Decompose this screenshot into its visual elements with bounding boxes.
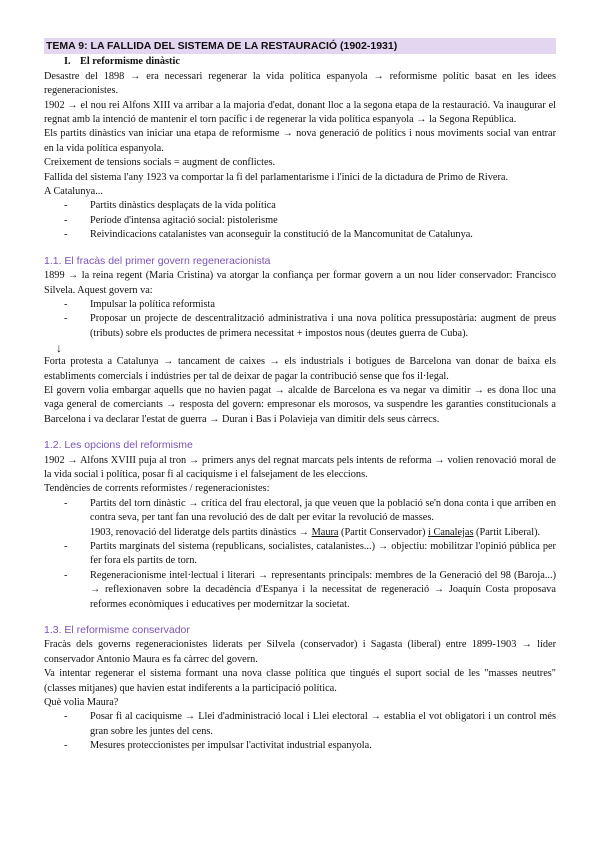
paragraph: Fallida del sistema l'any 1923 va comportar la fi del parlamentarisme i l'inici de la dictadura de Primo de Rivera. bbox=[44, 171, 509, 183]
paragraph: Fracàs dels governs regeneracionistes liderats per Silvela (conservador) i Sagasta (liberal) entre 1899-1903 → líder conservador Antonio Maura es fa càrrec del govern. bbox=[44, 639, 556, 665]
list-item: - Proposar un projecte de descentralització administrativa i una nova política pressupostària: augment de preus (tributs) sobre els productes de primera necessitat + impostos nous (deutes guerra de Cuba). bbox=[44, 312, 556, 341]
continuation-text: (Partit Conservador) bbox=[338, 526, 428, 538]
subsection-heading-1-2: 1.2. Les opcions del reformisme bbox=[44, 439, 193, 452]
paragraph: Què volia Maura? bbox=[44, 697, 119, 709]
continuation-text: (Partit Liberal). bbox=[473, 526, 541, 538]
list-item bbox=[44, 497, 556, 526]
paragraph: Creixement de tensions socials = augment de conflictes. bbox=[44, 157, 276, 169]
list-item: - Impulsar la política reformista bbox=[44, 298, 556, 312]
bullet-list bbox=[44, 497, 556, 526]
conjunction-i: i bbox=[428, 526, 431, 538]
section-heading-1 bbox=[44, 55, 556, 69]
bullet-list bbox=[44, 199, 556, 242]
list-item: - Posar fi al caciquisme → Llei d'administració local i Llei electoral → establia el vot obligatori i un control més gran sobre les juntes del cens. bbox=[44, 710, 556, 739]
paragraph: Forta protesta a Catalunya → tancament de caixes → els industrials i botigues de Barcelona van donar de baixa els establiments comercials i indústries per tal de deixar de pagar la contribució sense que fos il·legal. bbox=[44, 356, 556, 382]
paragraph: El govern volia embargar aquells que no havien pagat → alcalde de Barcelona es va negar va dimitir → es dona lloc una vaga general de comerciants → resposta del govern: empresonar els morosos, va suspendre les garanties constitucionals a Barcelona i va declarar l'estat de guerra → Duran i Bas i Polavieja van dimitir dels seus càrrecs. bbox=[44, 384, 556, 425]
canalejas-name: Canalejas bbox=[430, 526, 474, 538]
paragraph: 1902 → el nou rei Alfons XIII va arribar a la majoria d'edat, donant lloc a la segona etapa de la restauració. Va inaugurar el regnat amb la intenció de mantenir el torn pacífic i de regenerar la vida política espanyola → la Segona República. bbox=[44, 99, 556, 126]
maura-name: Maura bbox=[311, 526, 339, 538]
subsection-heading-1-3: 1.3. El reformisme conservador bbox=[44, 624, 190, 637]
bullet-list bbox=[44, 540, 556, 612]
bullet-list bbox=[44, 298, 556, 341]
list-item: - Partits dinàstics desplaçats de la vida política bbox=[44, 199, 556, 213]
subsection-heading-1-1: 1.1. El fracàs del primer govern regeneracionista bbox=[44, 254, 271, 267]
list-item: - Període d'intensa agitació social: pistolerisme bbox=[44, 214, 556, 228]
paragraph: Desastre del 1898 → era necessari regenerar la vida política espanyola → reformisme polític basat en les idees regeneracionistes. bbox=[44, 70, 556, 97]
list-item: - Reivindicacions catalanistes van aconseguir la constitució de la Mancomunitat de Catalunya. bbox=[44, 228, 556, 242]
section-heading-text: El reformisme dinàstic bbox=[80, 56, 180, 68]
list-item-text: Partits del torn dinàstic → crítica del frau electoral, ja que veuen que la població se'n dona conta i que arriben en contra seva, per tant fan una revolució des de dalt per evitar la revolució de masses. bbox=[90, 497, 556, 524]
list-item: - Regeneracionisme intel·lectual i literari → representants principals: membres de la Generació del 98 (Baroja...) → reflexionaven sobre la decadència d'Espanya i la necessitat de regeneració → Joaquín Costa proposava reformes econòmiques i educatives per modernitzar la societat. bbox=[44, 569, 556, 612]
continuation-text: 1903, renovació del lideratge dels partits dinàstics → bbox=[90, 526, 312, 538]
paragraph: A Catalunya... bbox=[44, 186, 103, 198]
list-item: - Mesures proteccionistes per impulsar l'activitat industrial espanyola. bbox=[44, 739, 556, 753]
list-item: - Partits marginats del sistema (republicans, socialistes, catalanistes...) → objectiu: mobilitzar l'opinió pública per fer fora els partits de torn. bbox=[44, 540, 556, 569]
paragraph: Tendències de corrents reformistes / regeneracionistes: bbox=[44, 483, 270, 495]
bullet-list bbox=[44, 710, 556, 753]
paragraph: 1902 → Alfons XVIII puja al tron → primers anys del regnat marcats pels intents de reforma → volien renovació moral de la vida social i política, posar fi al caciquisme i el falsejament de les eleccions. bbox=[44, 454, 556, 480]
document-title: TEMA 9: LA FALLIDA DEL SISTEMA DE LA RESTAURACIÓ (1902-1931) bbox=[44, 38, 556, 54]
paragraph: 1899 → la reina regent (Maria Cristina) va atorgar la confiança per formar govern a un nou líder conservador: Francisco Silvela. Aquest govern va: bbox=[44, 270, 556, 296]
section-number: I. bbox=[64, 56, 71, 68]
list-item-continuation bbox=[44, 526, 556, 540]
paragraph: Va intentar regenerar el sistema formant una nova classe política que tingués el suport social de les "masses neutres" (classes mitjanes) que havien estat indiferents a la participació política. bbox=[44, 668, 556, 694]
down-arrow-icon: ↓ bbox=[56, 341, 62, 356]
paragraph: Els partits dinàstics van iniciar una etapa de reformisme → nova generació de polítics i nous moviments social van entrar en la vida política espanyola. bbox=[44, 128, 556, 154]
